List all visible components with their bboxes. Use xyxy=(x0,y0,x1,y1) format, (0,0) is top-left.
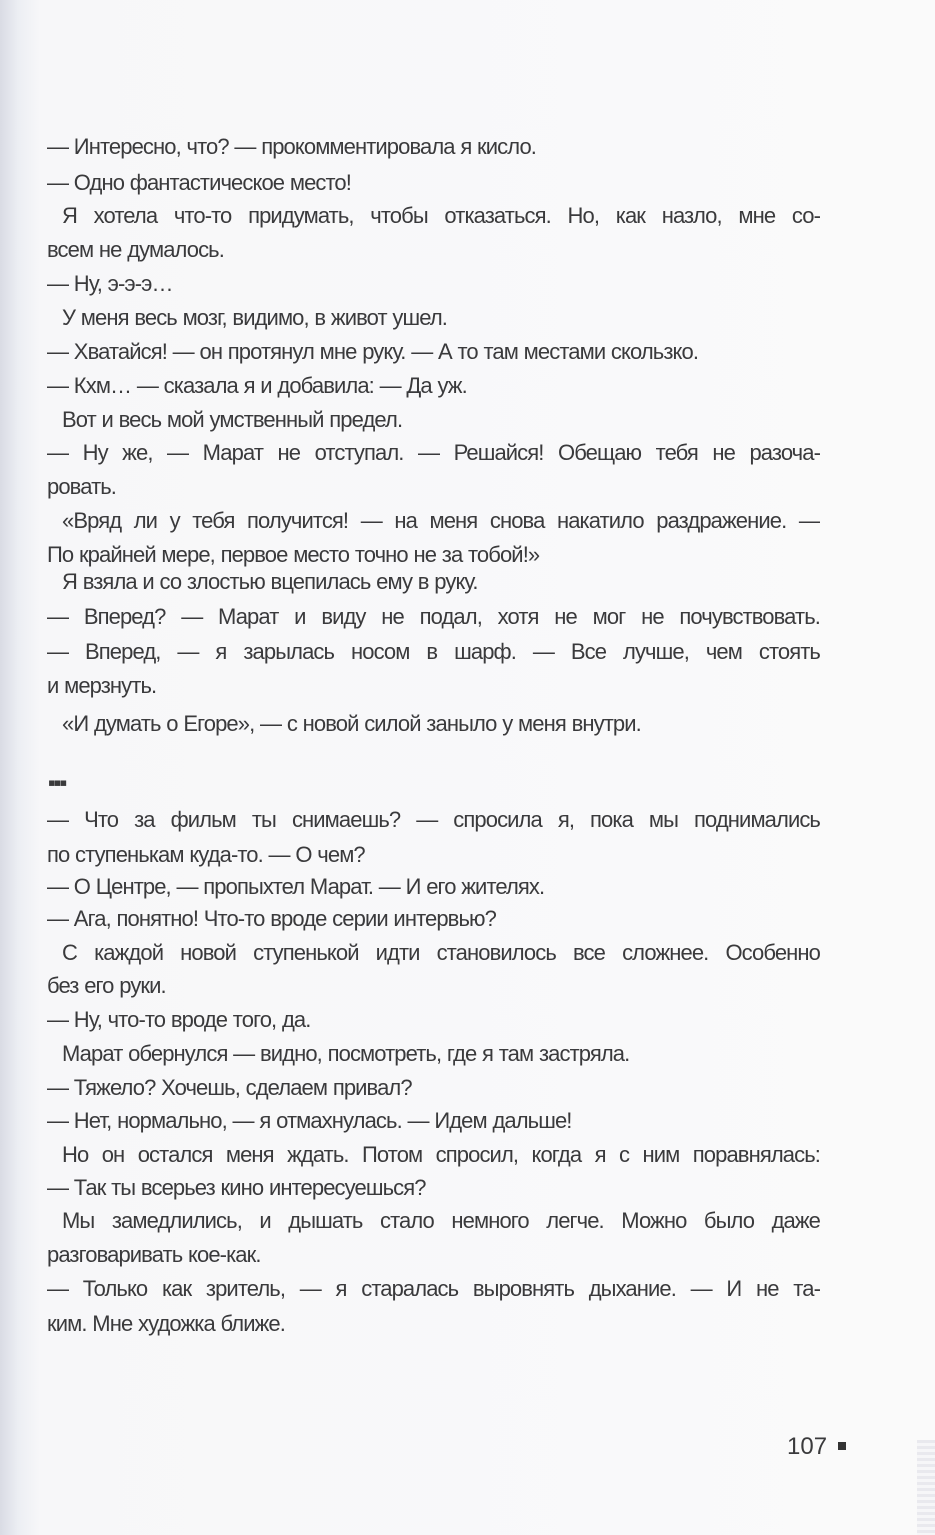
text-line: — Что за фильм ты снимаешь? — спросила я, пока мы поднимались xyxy=(47,807,820,832)
text-line: ровать. xyxy=(47,474,117,499)
text-line: и мерзнуть. xyxy=(47,673,157,698)
text-line: разговаривать кое-как. xyxy=(47,1242,261,1267)
text-line: Я взяла и со злостью вцепилась ему в руку. xyxy=(62,569,478,594)
text-line: У меня весь мозг, видимо, в живот ушел. xyxy=(62,305,448,330)
text-line: «И думать о Егоре», — с новой силой заныло у меня внутри. xyxy=(62,711,641,736)
text-line: — Только как зритель, — я старалась выровнять дыхание. — И не та- xyxy=(47,1276,820,1301)
text-line: — Вперед? — Марат и виду не подал, хотя не мог не почувствовать. xyxy=(47,604,820,629)
text-line: без его руки. xyxy=(47,973,166,998)
text-line: — Интересно, что? — прокомментировала я кисло. xyxy=(47,134,536,159)
text-line: По крайней мере, первое место точно не за тобой!» xyxy=(47,542,540,567)
text-line: — Ну, что-то вроде того, да. xyxy=(47,1007,311,1032)
text-line: Марат обернулся — видно, посмотреть, где я там застряла. xyxy=(62,1041,630,1066)
text-line: — Вперед, — я зарылась носом в шарф. — Все лучше, чем стоять xyxy=(47,639,820,664)
page-number: 107 xyxy=(787,1433,828,1460)
text-line: Мы замедлились, и дышать стало немного легче. Можно было даже xyxy=(62,1208,820,1233)
text-line: С каждой новой ступенькой идти становилось все сложнее. Особенно xyxy=(62,940,820,965)
section-break: ▪▪▪ xyxy=(48,770,66,795)
text-line: — Ну же, — Марат не отступал. — Решайся! Обещаю тебя не разоча- xyxy=(47,440,820,465)
text-line: ким. Мне художка ближе. xyxy=(47,1311,285,1336)
text-line: — Ага, понятно! Что-то вроде серии интервью? xyxy=(47,906,496,931)
text-line: — Так ты всерьез кино интересуешься? xyxy=(47,1175,426,1200)
text-line: по ступенькам куда-то. — О чем? xyxy=(47,842,365,867)
text-line: — Одно фантастическое место! xyxy=(47,170,351,195)
page-edge xyxy=(917,1440,935,1535)
text-line: всем не думалось. xyxy=(47,237,224,262)
page-number-square-icon xyxy=(838,1442,846,1450)
text-line: — Ну, э-э-э… xyxy=(47,271,173,296)
text-line: Вот и весь мой умственный предел. xyxy=(62,407,403,432)
text-line: — Кхм… — сказала я и добавила: — Да уж. xyxy=(47,373,467,398)
text-line: Я хотела что-то придумать, чтобы отказаться. Но, как назло, мне со- xyxy=(62,203,820,228)
text-line: «Вряд ли у тебя получится! — на меня снова накатило раздражение. — xyxy=(62,508,820,533)
text-line: — Нет, нормально, — я отмахнулась. — Идем дальше! xyxy=(47,1108,572,1133)
text-line: — Тяжело? Хочешь, сделаем привал? xyxy=(47,1075,412,1100)
text-line: — О Центре, — пропыхтел Марат. — И его жителях. xyxy=(47,874,545,899)
text-line: Но он остался меня ждать. Потом спросил, когда я с ним поравнялась: xyxy=(62,1142,820,1167)
text-line: — Хватайся! — он протянул мне руку. — А то там местами скользко. xyxy=(47,339,699,364)
